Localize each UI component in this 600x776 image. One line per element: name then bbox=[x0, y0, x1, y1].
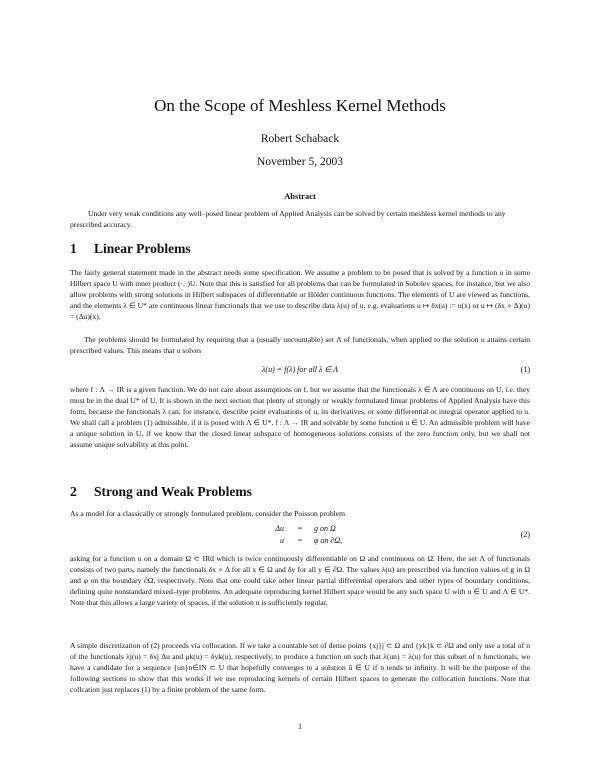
section-2-heading bbox=[70, 484, 252, 500]
abstract-heading: Abstract bbox=[284, 191, 316, 201]
section-2-number: 2 bbox=[70, 484, 77, 499]
equation-2-row-2 bbox=[70, 536, 530, 548]
section-1-number: 1 bbox=[70, 241, 77, 256]
equation-2-number: (2) bbox=[520, 530, 530, 539]
paper-title: On the Scope of Meshless Kernel Methods bbox=[154, 96, 446, 115]
section-2-paragraph-1: As a model for a classically or strongly formulated problem, consider the Poisson problem bbox=[70, 509, 346, 518]
equation-2-row-1 bbox=[70, 524, 530, 539]
paper-author: Robert Schaback bbox=[260, 133, 340, 145]
section-1-heading bbox=[70, 241, 191, 257]
equation-2-row-2-relation: = bbox=[297, 536, 303, 545]
abstract-text: Under very weak conditions any well–posed linear problem of Applied Analysis can be solved by certain meshless kernel methods to any prescribed accuracy. bbox=[70, 209, 506, 229]
section-1-title: Linear Problems bbox=[94, 241, 191, 256]
section-1-paragraph-1: The fairly general statement made in the abstract needs some specification. We assume a problem to be posed that is solved by a function u in some Hilbert space U with inner product (·,·)U. Note that this is satisfied for all problems that can be formulated in Sobolev spaces, for instance, but we also allow problems with strong solutions in Hilbert subspaces of differentiable or Hölder continuous functions. The elements of U are viewed as functions, and the elements λ ∈ U* are continuous linear functionals that we use to describe data λ(u) of u, e.g. evaluations u ↦ δx(u) := u(x) or u ↦ (δx ∘ Δ)(u) = (Δu)(x). bbox=[70, 268, 530, 322]
equation-2-row-1-lhs: Δu bbox=[275, 524, 284, 533]
equation-1-body: λ(u) = f(λ) for all λ ∈ Λ bbox=[261, 365, 339, 374]
equation-2-row-1-relation: = bbox=[297, 524, 303, 533]
section-1-paragraph-2: The problems should be formulated by requiring that a (usually uncountable) set Λ of functionals, when applied to the solution u attains certain prescribed values. This means that u solves bbox=[70, 335, 530, 356]
section-1-paragraph-3: where f : Λ → IR is a given function. We do not care about assumptions on f, but we assume that the functionals λ ∈ Λ are continuous on U, i.e. they must be in the dual U* of U. It is shown in the next section that plenty of strongly or weakly formulated linear problems of Applied Analysis have this form, because the functionals λ can, for instance, describe point evaluations of u, its derivatives, or some differential or integral operator applied to u. We shall call a problem (1) admissible, if it is posed with Λ ∈ U*, f : Λ → IR and solvable by some function u ∈ U. An admissible problem will have a unique solution in U, if we know that the closed linear subspace of homogeneous solutions consists of the zero function only, but we shall not assume unique solvability at this point. bbox=[70, 385, 530, 450]
section-2-title: Strong and Weak Problems bbox=[94, 484, 252, 499]
equation-2-row-2-rhs: φ on ∂Ω, bbox=[314, 536, 343, 545]
page-number: 1 bbox=[298, 722, 302, 731]
equation-2-row-1-rhs: g on Ω bbox=[314, 524, 336, 533]
section-2-paragraph-3: A simple discretization of (2) proceeds via collocation. If we take a countable set of dense points {xj}j ⊂ Ω and {yk}k ⊂ ∂Ω and only use a total of n of the functionals λj(u) = δxj Δu and μk(u) = δyk(u), respectively, to produce a function un such that λ(un) = λ(u) for this subset of n functionals, we have a candidate for a sequence {un}n∈IN ⊂ U that hopefully converges to a solution ũ ∈ U if n tends to infinity. It will be the purpose of the following sections to show that this works if we use reproducing kernels of certain Hilbert spaces to generate the collocation functions. Note that collcation just replaces (1) by a finite problem of the same form. bbox=[70, 641, 530, 695]
equation-2-row-2-lhs: u bbox=[280, 536, 284, 545]
section-2-paragraph-2: asking for a function u on a domain Ω ⊂ IRd which is twice continuously differentiable on Ω and continuous on Ω̄. Here, the set Λ of functionals consists of two parts, namely the functionals δx ∘ Δ for all x ∈ Ω and δy for all y ∈ ∂Ω. The values λ(u) are prescribed via function values of g in Ω and φ on the boundary ∂Ω, respectively. Note that one could take other linear partial differential operators and other types of boundary conditions, defining quite nonstandard mixed–type problems. An adequate reproducing kernel Hilbert space would be any such space U with u ∈ U and Λ ∈ U*. Note that this allows a large variety of spaces, if the solution u is sufficiently regular. bbox=[70, 554, 531, 608]
paper-date: November 5, 2003 bbox=[257, 156, 343, 168]
equation-1-number: (1) bbox=[520, 365, 530, 374]
equation-2 bbox=[70, 524, 530, 548]
